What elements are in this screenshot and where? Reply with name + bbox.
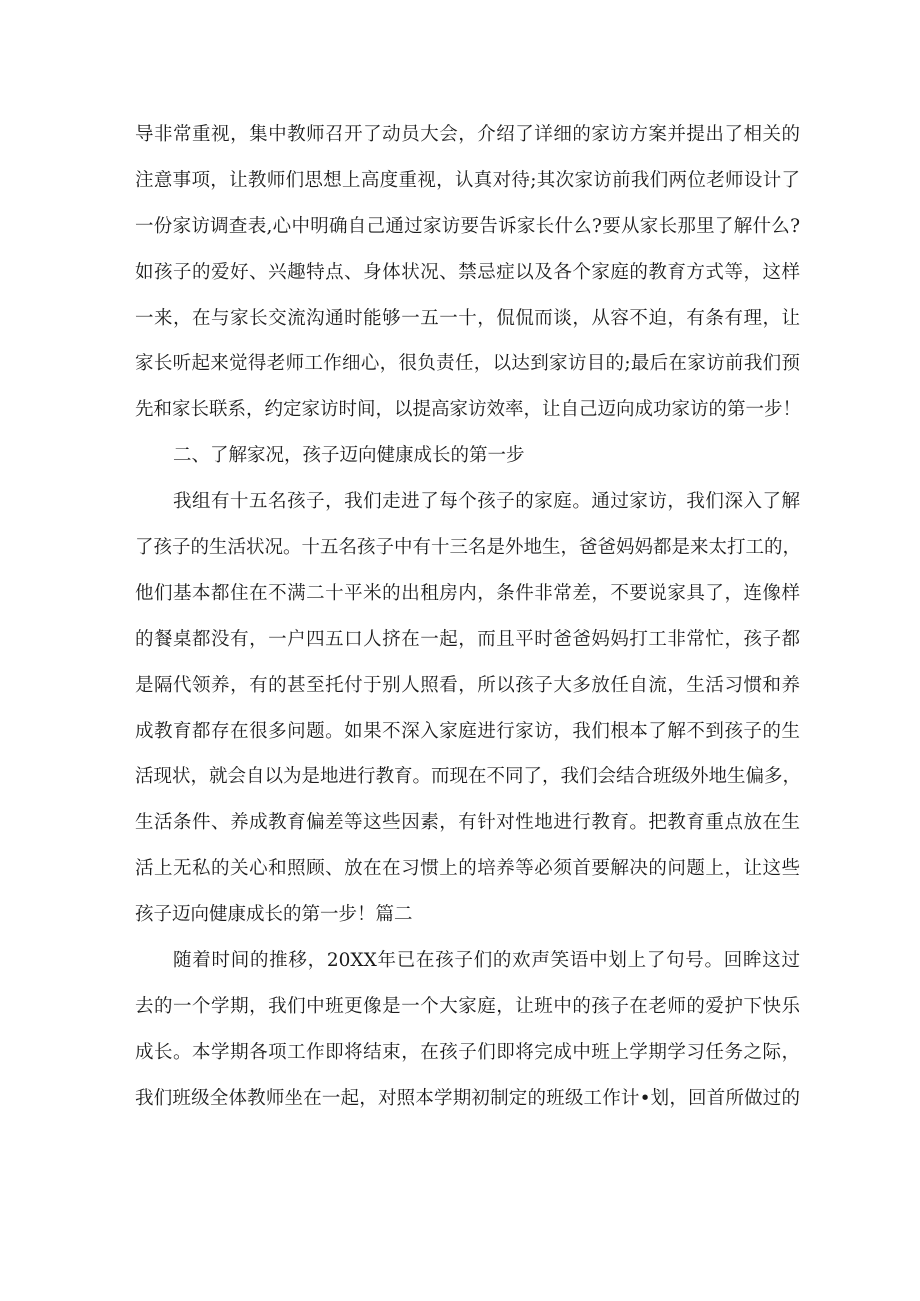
text-line: 随着时间的推移，20XX年已在孩子们的欢声笑语中划上了句号。回眸这过 [173, 950, 800, 972]
text-line: 生活条件、养成教育偏差等这些因素，有针对性地进行教育。把教育重点放在生 [135, 812, 800, 834]
text-line: 成长。本学期各项工作即将结束，在孩子们即将完成中班上学期学习任务之际， [135, 1041, 800, 1063]
text-line: 是隔代领养，有的甚至托付于别人照看，所以孩子大多放任自流，生活习惯和养 [135, 674, 800, 696]
text-line: 他们基本都住在不满二十平米的出租房内，条件非常差，不要说家具了，连像样 [135, 582, 800, 604]
text-line: 先和家长联系，约定家访时间，以提高家访效率，让自己迈向成功家访的第一步！ [135, 399, 802, 421]
text-line: 的餐桌都没有，一户四五口人挤在一起，而且平时爸爸妈妈打工非常忙，孩子都 [135, 628, 800, 650]
text-line: 一份家访调查表,心中明确自己通过家访要告诉家长什么?要从家长那里了解什么? [135, 215, 800, 237]
text-line: 注意事项，让教师们思想上高度重视，认真对待;其次家访前我们两位老师设计了 [135, 169, 800, 191]
text-line: 孩子迈向健康成长的第一步！篇二 [135, 904, 413, 926]
text-line: 一来，在与家长交流沟通时能够一五一十，侃侃而谈，从容不迫，有条有理，让 [135, 307, 800, 329]
document-body [135, 112, 800, 1122]
text-line: 如孩子的爱好、兴趣特点、身体状况、禁忌症以及各个家庭的教育方式等，这样 [135, 261, 800, 283]
text-line: 活现状，就会自以为是地进行教育。而现在不同了，我们会结合班级外地生偏多， [135, 766, 802, 788]
text-line: 成教育都存在很多问题。如果不深入家庭进行家访，我们根本了解不到孩子的生 [135, 720, 800, 742]
text-line: 我组有十五名孩子，我们走进了每个孩子的家庭。通过家访，我们深入了解 [173, 491, 800, 513]
text-line: 了孩子的生活状况。十五名孩子中有十三名是外地生，爸爸妈妈都是来太打工的， [135, 537, 802, 559]
text-line: 导非常重视，集中教师召开了动员大会，介绍了详细的家访方案并提出了相关的 [135, 124, 800, 145]
text-line: 家长听起来觉得老师工作细心，很负责任，以达到家访目的;最后在家访前我们预 [135, 353, 800, 375]
text-line: 去的一个学期，我们中班更像是一个大家庭，让班中的孩子在老师的爱护下快乐 [135, 995, 800, 1017]
text-line: 我们班级全体教师坐在一起，对照本学期初制定的班级工作计•划，回首所做过的 [135, 1087, 800, 1109]
text-line: 活上无私的关心和照顾、放在在习惯上的培养等必须首要解决的问题上，让这些 [135, 858, 800, 880]
section-heading: 二、了解家况，孩子迈向健康成长的第一步 [173, 445, 525, 467]
